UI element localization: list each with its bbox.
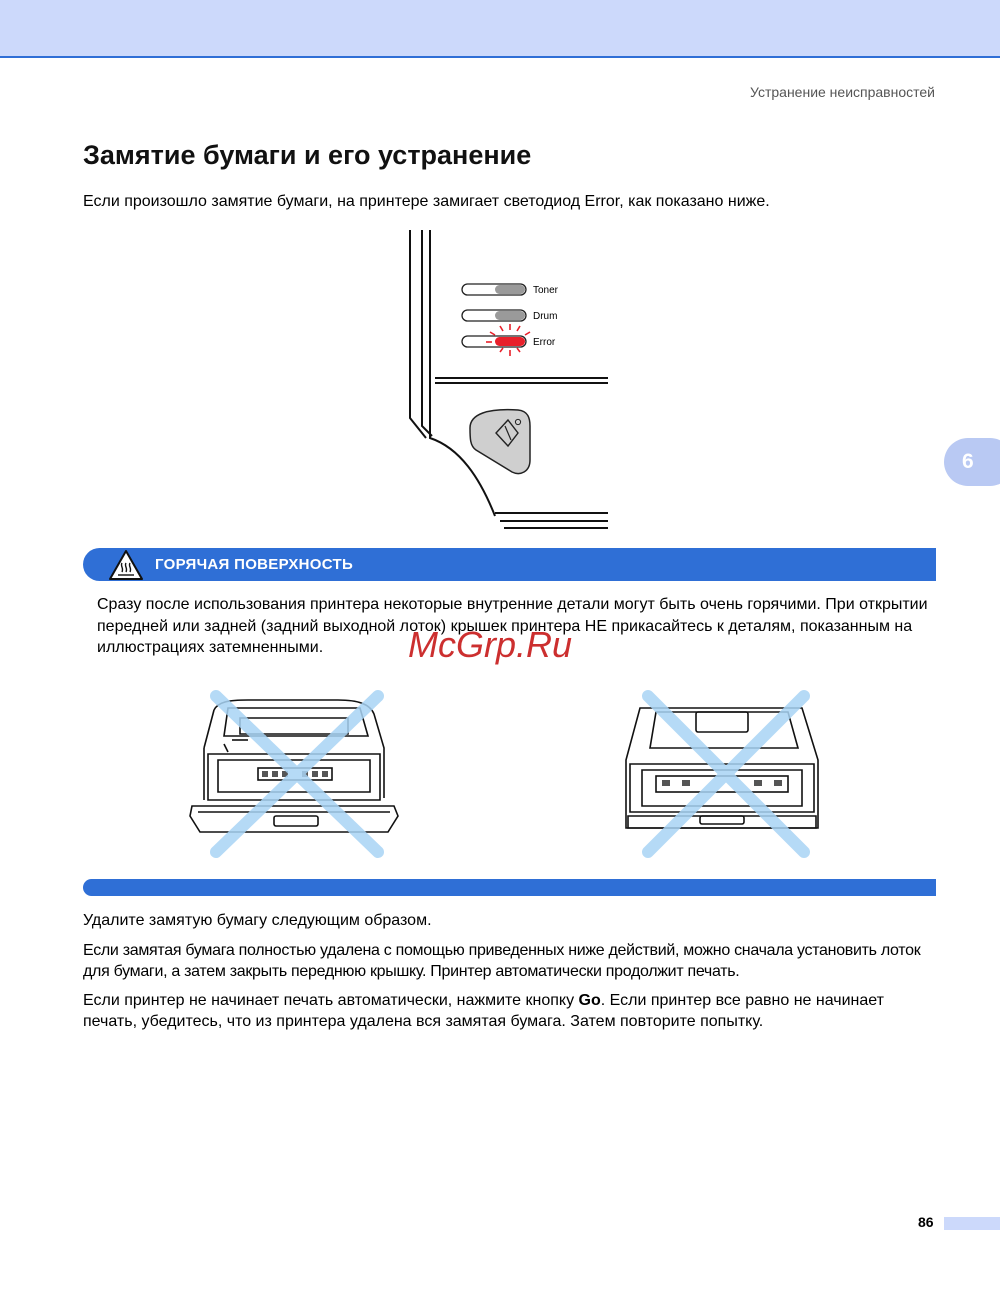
led-drum (462, 310, 526, 321)
led-error (462, 324, 530, 356)
page-number-strip (944, 1217, 1000, 1230)
page-number: 86 (918, 1214, 934, 1230)
paragraph-go-button (83, 990, 938, 1032)
control-panel-illustration (400, 228, 615, 533)
watermark-logo: McGrp.Ru (408, 624, 573, 665)
led-error-label: Error (533, 337, 556, 348)
printer-back-open-illustration (622, 688, 822, 860)
warning-title: ГОРЯЧАЯ ПОВЕРХНОСТЬ (155, 556, 354, 573)
go-keyword: Go (578, 992, 601, 1009)
warning-banner (83, 548, 936, 581)
para3-before: Если принтер не начинает печать автоматически, нажмите кнопку (83, 992, 579, 1009)
printer-front-open-illustration (188, 688, 400, 860)
running-head: Устранение неисправностей (750, 84, 935, 100)
top-header-band (0, 0, 1000, 58)
paragraph-remove-paper: Удалите замятую бумагу следующим образом. (83, 912, 432, 929)
led-toner-label: Toner (533, 285, 559, 296)
page-title: Замятие бумаги и его устранение (83, 140, 532, 170)
led-drum-label: Drum (533, 311, 558, 322)
warning-text: Сразу после использования принтера некоторые внутренние детали могут быть очень горячими. При открытии передней или задней (задний выходной лоток) крышек принтера НЕ прикасайтесь к деталям, показанным на иллюстрациях затемненными. (97, 596, 928, 656)
led-toner (462, 284, 526, 295)
hot-surface-warning-icon (108, 549, 144, 581)
warning-end-bar (83, 879, 936, 896)
paragraph-after-removal: Если замятая бумага полностью удалена с помощью приведенных ниже действий, можно сначала установить лоток для бумаги, а затем закрыть переднюю крышку. Принтер автоматически продолжит печать. (83, 942, 921, 980)
para3-after: . Если принтер все равно не начинает печать, убедитесь, что из принтера удалена вся замятая бумага. Затем повторите попытку. (83, 992, 884, 1030)
chapter-tab[interactable]: 6 (944, 438, 1000, 486)
intro-text: Если произошло замятие бумаги, на принтере замигает светодиод Error, как показано ниже. (83, 193, 770, 210)
go-button (470, 410, 530, 474)
